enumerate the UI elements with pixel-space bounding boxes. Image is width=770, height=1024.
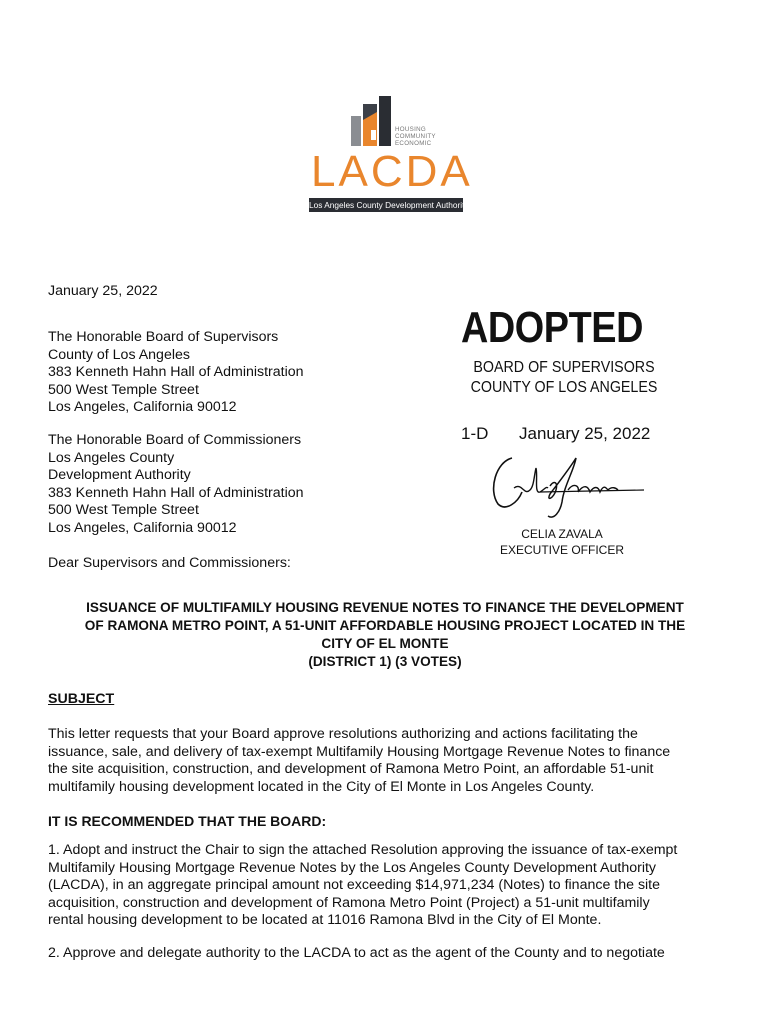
address-line: Los Angeles County <box>48 449 175 466</box>
recommendation-item-1 <box>48 842 677 930</box>
stamp-board-line1: BOARD OF SUPERVISORS <box>473 359 655 376</box>
paragraph-line: 2. Approve and delegate authority to the LACDA to act as the agent of the County and to negotiate <box>48 945 665 961</box>
heading-line: CITY OF EL MONTE <box>321 636 449 651</box>
address-commissioners <box>48 432 304 537</box>
address-line: The Honorable Board of Commissioners <box>48 432 302 448</box>
address-line: 383 Kenneth Hahn Hall of Administration <box>48 364 304 380</box>
signature-image <box>484 446 649 526</box>
paragraph-line: multifamily housing development located in the City of El Monte in Los Angeles County. <box>48 778 595 795</box>
officer-title: EXECUTIVE OFFICER <box>499 543 624 557</box>
address-line: Los Angeles, California 90012 <box>48 399 237 415</box>
paragraph-line: (LACDA), in an aggregate principal amount not exceeding $14,971,234 (Notes) to finance the site <box>48 877 661 893</box>
paragraph-line: This letter requests that your Board approve resolutions authorizing and actions facilitating the <box>48 726 638 742</box>
adopted-stamp-title: ADOPTED <box>461 303 643 352</box>
paragraph-line: acquisition, construction and development of Ramona Metro Point (Project) a 51-unit multifamily <box>48 894 650 911</box>
address-line: Development Authority <box>48 467 191 483</box>
stamp-agenda-item: 1-D <box>461 424 489 443</box>
logo-tagline-economic: ECONOMIC <box>395 140 432 147</box>
recommendations-label: IT IS RECOMMENDED THAT THE BOARD: <box>48 813 327 829</box>
address-line: Los Angeles, California 90012 <box>48 519 237 536</box>
address-line: 383 Kenneth Hahn Hall of Administration <box>48 484 304 501</box>
paragraph-line: 1. Adopt and instruct the Chair to sign the attached Resolution approving the issuance of tax-exempt <box>48 842 678 858</box>
logo-tagline-community: COMMUNITY <box>395 133 436 140</box>
salutation: Dear Supervisors and Commissioners: <box>48 555 291 571</box>
heading-line: ISSUANCE OF MULTIFAMILY HOUSING REVENUE NOTES TO FINANCE THE DEVELOPMENT <box>86 600 684 615</box>
recommendation-item-2 <box>48 945 665 963</box>
letter-date: January 25, 2022 <box>48 283 158 299</box>
address-line: County of Los Angeles <box>48 346 190 363</box>
officer-name: CELIA ZAVALA <box>521 527 603 541</box>
logo-tagline-housing: HOUSING <box>395 126 426 133</box>
address-line: The Honorable Board of Supervisors <box>48 329 279 345</box>
paragraph-line: the site acquisition, construction, and development of Ramona Metro Point, an affordable 51-unit <box>48 761 654 777</box>
logo-org-bar: Los Angeles County Development Authority <box>309 200 469 210</box>
address-supervisors <box>48 329 304 417</box>
logo-wordmark: LACDA <box>311 147 473 196</box>
paragraph-line: Multifamily Housing Mortgage Revenue Notes by the Los Angeles County Development Authority <box>48 859 657 876</box>
address-line: 500 West Temple Street <box>48 381 199 398</box>
address-line: 500 West Temple Street <box>48 502 199 518</box>
stamp-date: January 25, 2022 <box>519 424 651 443</box>
heading-line: OF RAMONA METRO POINT, A 51-UNIT AFFORDABLE HOUSING PROJECT LOCATED IN THE <box>84 618 686 633</box>
paragraph-line: issuance, sale, and delivery of tax-exempt Multifamily Housing Mortgage Revenue Notes to finance <box>48 743 671 760</box>
heading-line: (DISTRICT 1) (3 VOTES) <box>308 654 462 669</box>
stamp-board-line2: COUNTY OF LOS ANGELES <box>470 379 658 396</box>
subject-paragraph <box>48 726 670 796</box>
subject-label: SUBJECT <box>48 691 115 707</box>
lacda-logo <box>305 90 473 220</box>
paragraph-line: rental housing development to be located at 11016 Ramona Blvd in the City of El Monte. <box>48 912 602 928</box>
